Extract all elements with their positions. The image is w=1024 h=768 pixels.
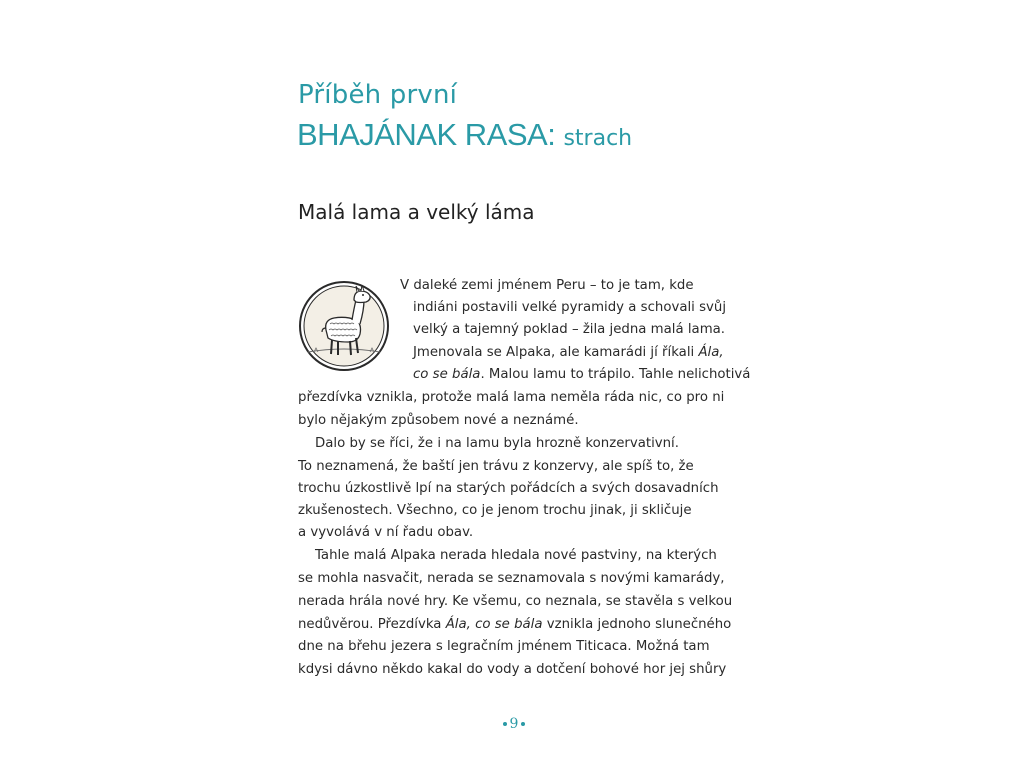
- paragraph-line: indiáni postavili velké pyramidy a schovali svůj: [413, 300, 727, 315]
- paragraph-line: [298, 616, 731, 634]
- line-text: . Malou lamu to trápilo. Tahle nelichotivá: [480, 367, 751, 382]
- chapter-kicker: Příběh první: [298, 80, 458, 110]
- chapter-heading-main: BHAJÁNAK RASA: [297, 117, 548, 152]
- paragraph-line: dne na břehu jezera s legračním jménem Titicaca. Možná tam: [298, 639, 710, 654]
- chapter-heading-separator: :: [547, 117, 556, 152]
- paragraph-line: Tahle malá Alpaka nerada hledala nové pastviny, na kterých: [315, 548, 717, 563]
- paragraph-line: kdysi dávno někdo kakal do vody a dotčení bohové hor jej shůry: [298, 662, 727, 677]
- paragraph-line: a vyvolává v ní řadu obav.: [298, 525, 474, 540]
- paragraph-line: To neznamená, že baští jen trávu z konzervy, ale spíš to, že: [298, 459, 694, 474]
- paragraph-line: [413, 366, 750, 384]
- paragraph-line: se mohla nasvačit, nerada se seznamovala s novými kamarády,: [298, 571, 725, 586]
- line-text: nedůvěrou. Přezdívka: [298, 617, 446, 632]
- nickname-emphasis: Ála,: [698, 345, 724, 360]
- paragraph-line: přezdívka vznikla, protože malá lama neměla ráda nic, co pro ni: [298, 390, 725, 405]
- chapter-heading-subtitle: strach: [563, 126, 633, 151]
- chapter-heading: [297, 117, 632, 153]
- paragraph-line: [413, 344, 724, 362]
- story-title: Malá lama a velký láma: [298, 200, 535, 224]
- line-text: vznikla jednoho slunečného: [542, 617, 732, 632]
- page-number: [494, 716, 534, 732]
- nickname-emphasis: co se bála: [413, 367, 481, 382]
- nickname-emphasis: Ála, co se bála: [445, 617, 543, 632]
- paragraph-line: Dalo by se říci, že i na lamu byla hrozně konzervativní.: [315, 436, 679, 451]
- paragraph-line: zkušenostech. Všechno, co je jenom trochu jinak, ji skličuje: [298, 503, 692, 518]
- line-text: Jmenovala se Alpaka, ale kamarádi jí říkali: [413, 345, 695, 360]
- folio-dot-right: [521, 722, 525, 726]
- folio-dot-left: [503, 722, 507, 726]
- paragraph-line: bylo nějakým způsobem nové a neznámé.: [298, 413, 579, 428]
- paragraph-line: V daleké zemi jménem Peru – to je tam, kde: [400, 278, 694, 293]
- paragraph-line: nerada hrála nové hry. Ke všemu, co neznala, se stavěla s velkou: [298, 594, 733, 609]
- paragraph-line: trochu úzkostlivě lpí na starých pořádcích a svých dosavadních: [298, 481, 719, 496]
- alpaca-medallion-icon: [298, 280, 390, 372]
- paragraph-line: velký a tajemný poklad – žila jedna malá lama.: [413, 322, 726, 337]
- page-number-value: 9: [509, 716, 519, 732]
